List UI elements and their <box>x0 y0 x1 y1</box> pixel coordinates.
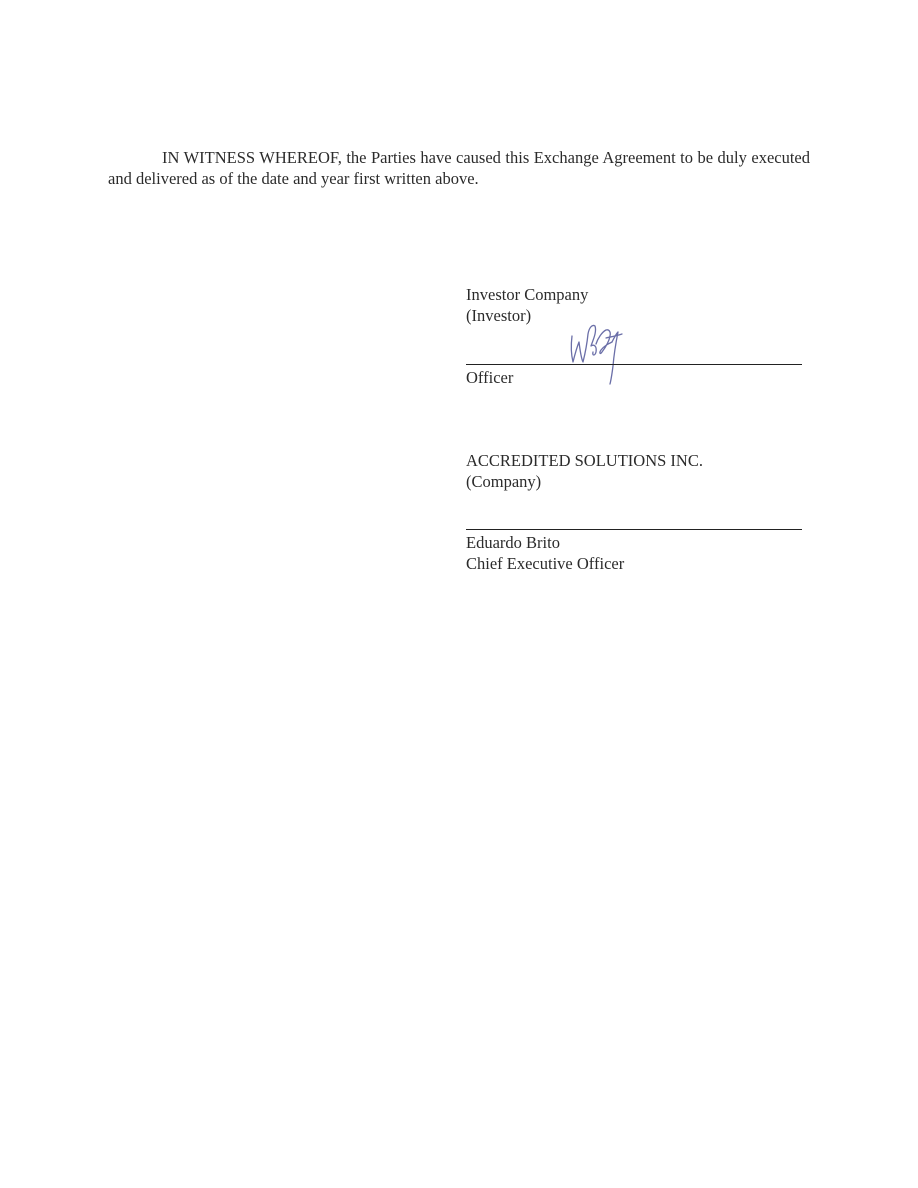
investor-signer-title: Officer <box>466 368 514 387</box>
signature-icon <box>566 314 628 386</box>
investor-name: Investor Company <box>466 285 589 304</box>
investor-signature-line <box>466 364 802 365</box>
company-signature-line <box>466 529 802 530</box>
company-signer-title: Chief Executive Officer <box>466 554 625 573</box>
investor-role: (Investor) <box>466 306 532 325</box>
witness-paragraph: IN WITNESS WHEREOF, the Parties have caused this Exchange Agreement to be duly executed and delivered as of the date and year first written above. <box>108 148 810 188</box>
investor-signature-block <box>466 284 806 394</box>
company-role: (Company) <box>466 472 542 491</box>
company-signer-name: Eduardo Brito <box>466 533 560 552</box>
company-signature-block <box>466 450 806 580</box>
company-name: ACCREDITED SOLUTIONS INC. <box>466 451 703 470</box>
